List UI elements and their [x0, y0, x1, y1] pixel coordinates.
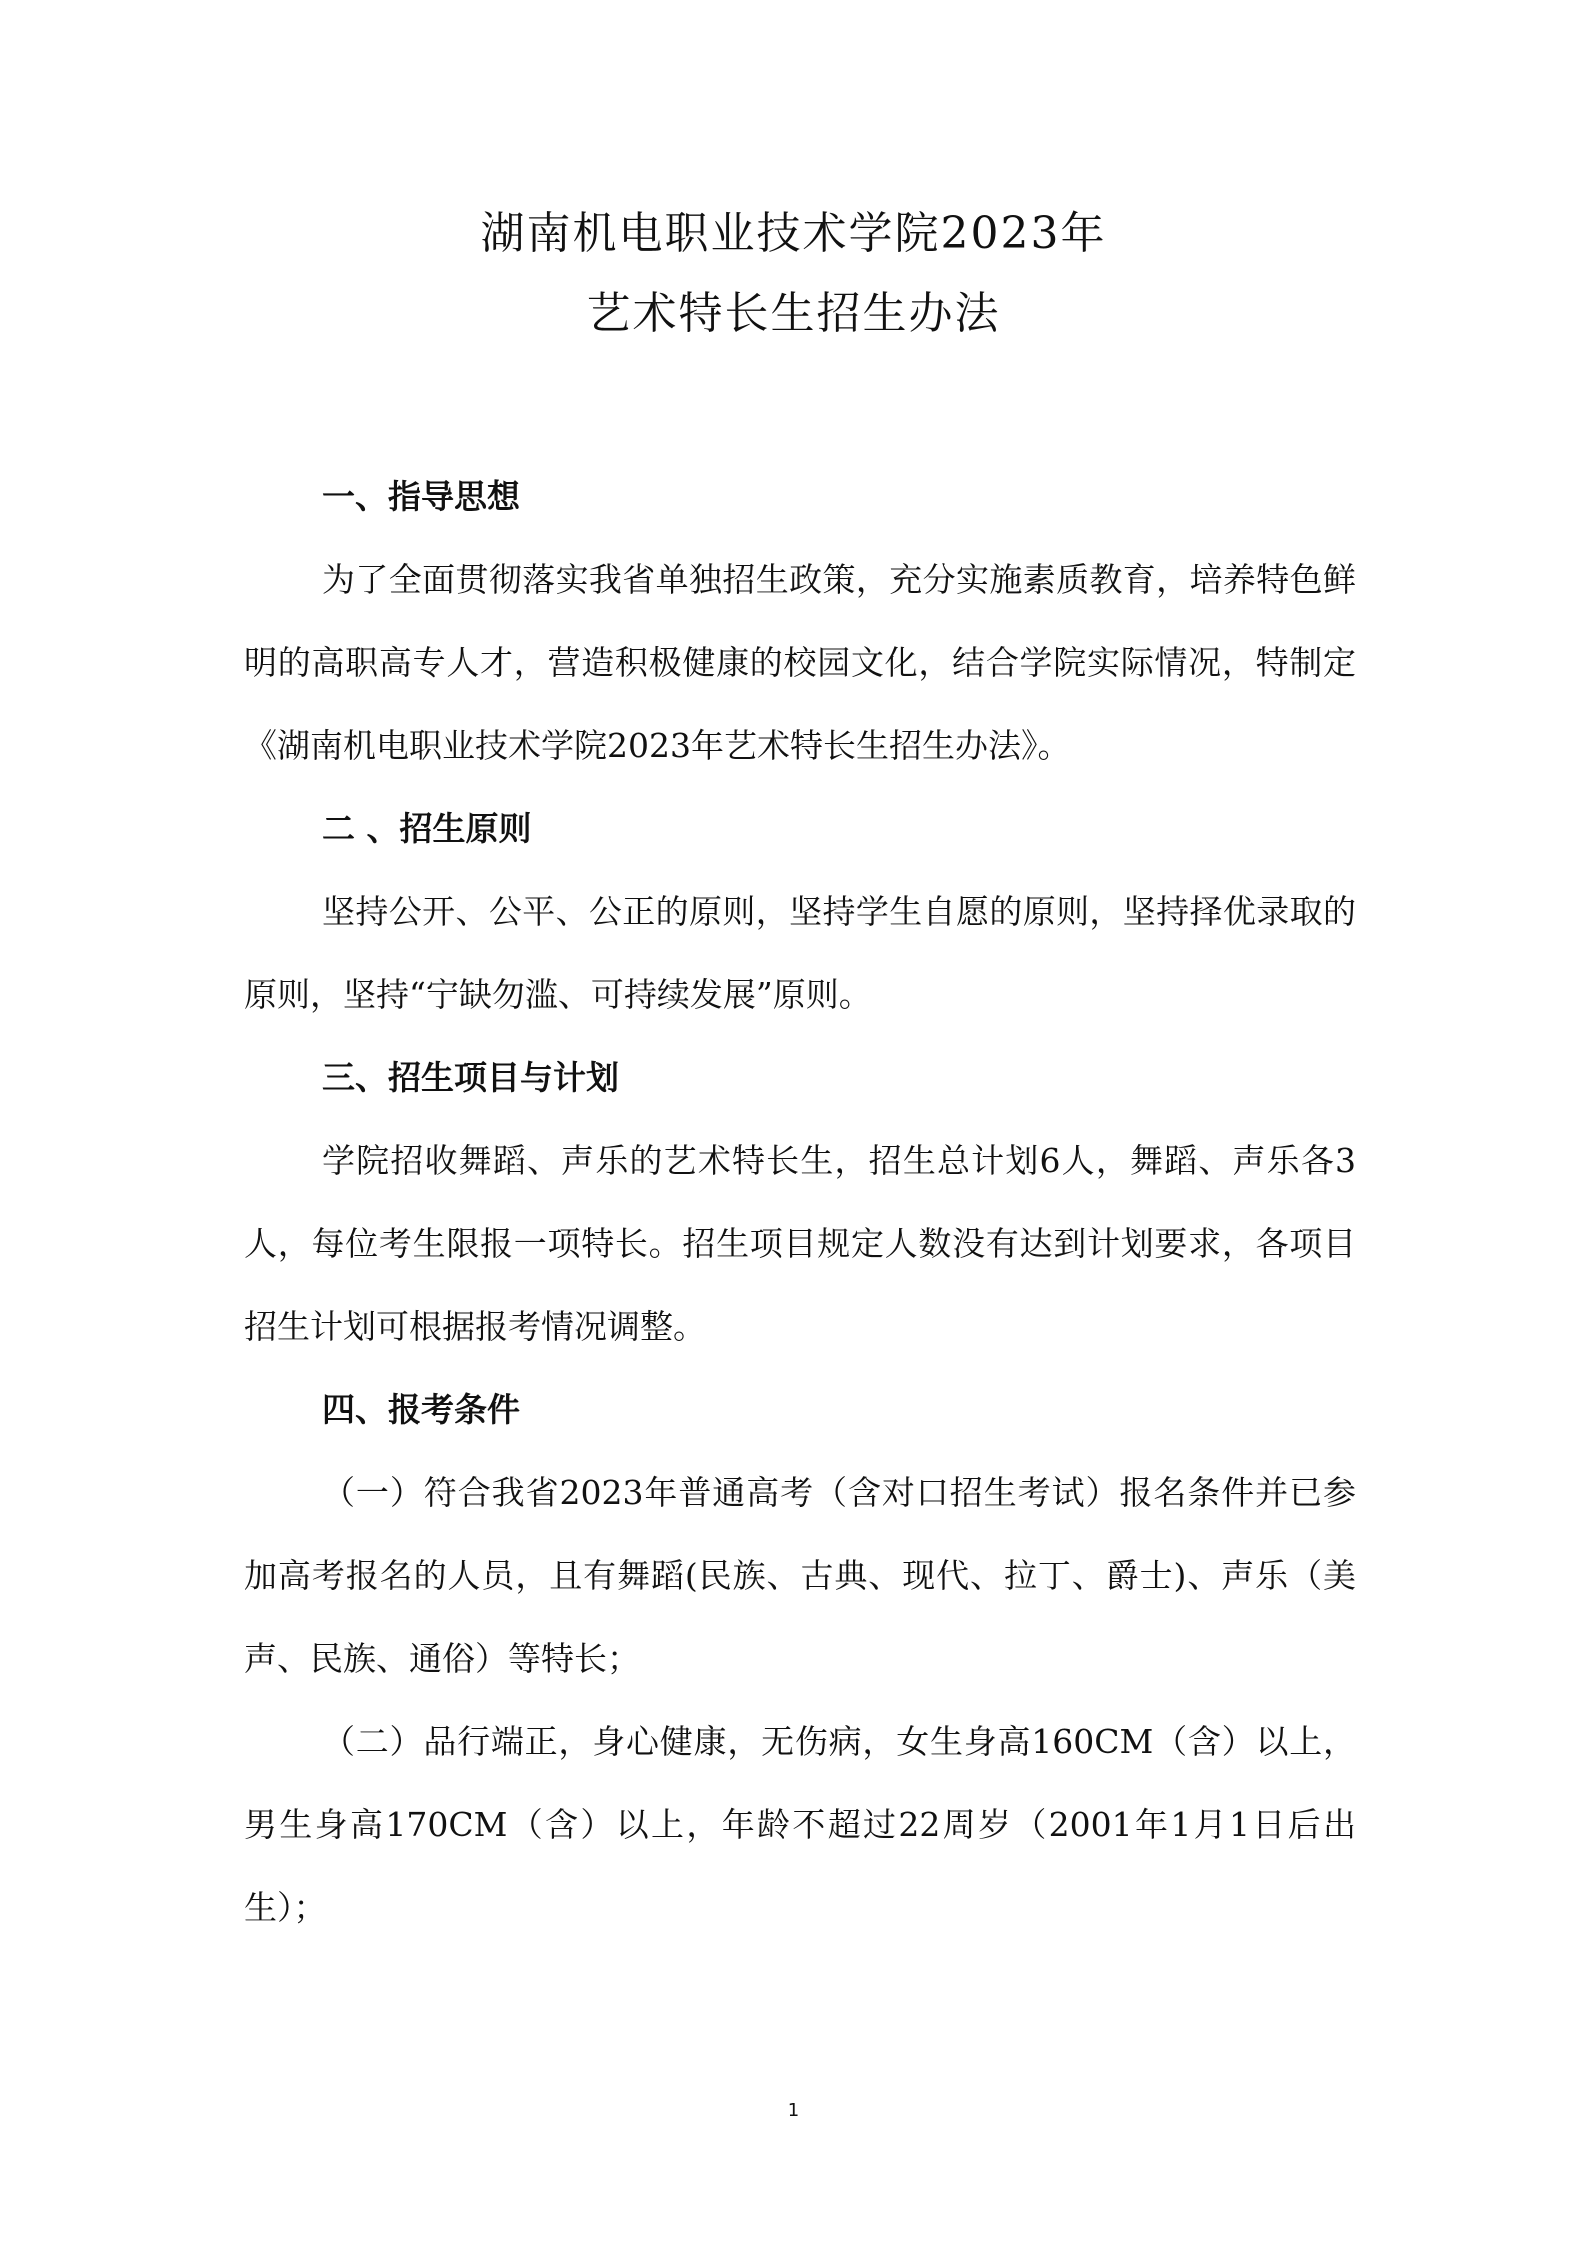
section-heading-programs-and-plan: 三、招生项目与计划 — [322, 1058, 619, 1097]
page-number: 1 — [787, 2100, 800, 2121]
section-heading-guiding-thought: 一、指导思想 — [322, 477, 520, 516]
document-body — [244, 455, 1356, 1949]
section-paragraph: 为了全面贯彻落实我省单独招生政策，充分实施素质教育，培养特色鲜明的高职高专人才，营造积极健康的校园文化，结合学院实际情况，特制定《湖南机电职业技术学院2023年艺术特长生招生办法》。 — [244, 560, 1356, 765]
section-paragraph: 坚持公开、公平、公正的原则，坚持学生自愿的原则，坚持择优录取的原则，坚持“宁缺勿滥、可持续发展”原则。 — [244, 892, 1356, 1014]
document-title-line-2: 艺术特长生招生办法 — [586, 288, 1001, 339]
section-heading-application-conditions: 四、报考条件 — [322, 1390, 520, 1429]
section-heading-enrollment-principles: 二 、招生原则 — [322, 809, 532, 848]
section-paragraph: （一）符合我省2023年普通高考（含对口招生考试）报名条件并已参加高考报名的人员，且有舞蹈(民族、古典、现代、拉丁、爵士)、声乐（美声、民族、通俗）等特长； — [244, 1473, 1356, 1678]
section-paragraph: （二）品行端正，身心健康，无伤病，女生身高160CM（含）以上，男生身高170CM（含）以上，年龄不超过22周岁（2001年1月1日后出生）； — [244, 1722, 1356, 1927]
document-title-line-1: 湖南机电职业技术学院2023年 — [480, 208, 1107, 259]
section-paragraph: 学院招收舞蹈、声乐的艺术特长生，招生总计划6人，舞蹈、声乐各3人，每位考生限报一项特长。招生项目规定人数没有达到计划要求，各项目招生计划可根据报考情况调整。 — [244, 1141, 1356, 1346]
